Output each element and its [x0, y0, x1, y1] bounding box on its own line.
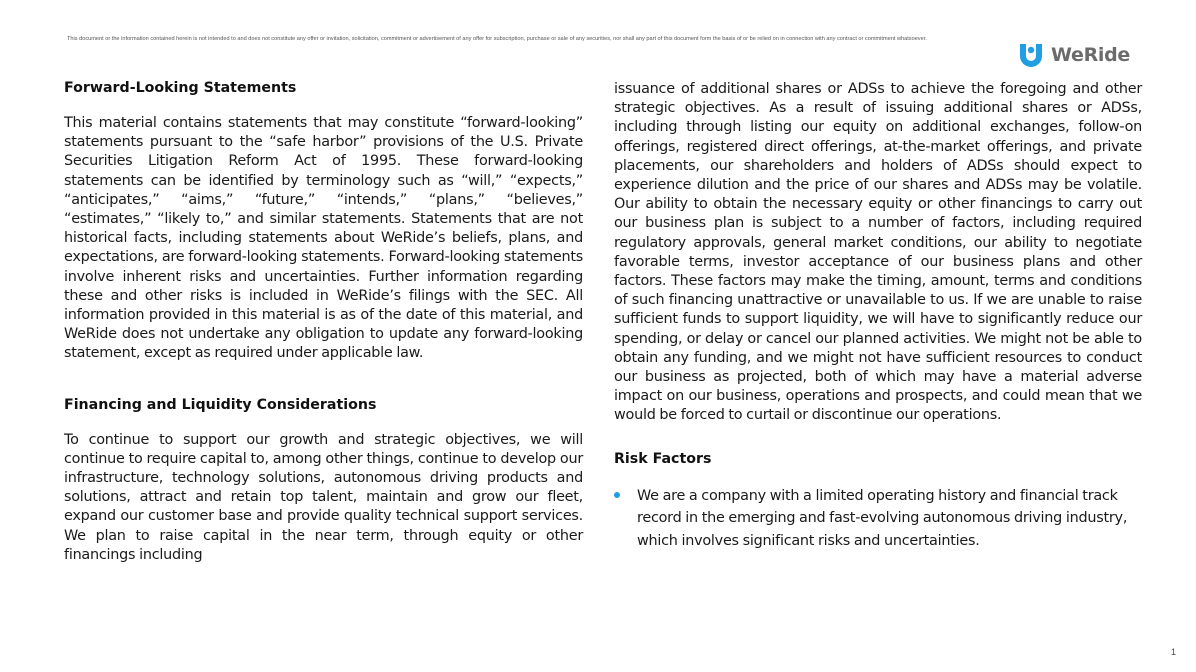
weride-logo	[1017, 41, 1130, 69]
weride-logo-icon	[1017, 41, 1045, 69]
risk-factors-heading: Risk Factors	[614, 450, 712, 467]
risk-bullet-text: We are a company with a limited operating history and financial track record in the emerging and fast-evolving autonomous driving industry, which involves significant risks and uncertainties.	[637, 487, 1128, 549]
financing-heading: Financing and Liquidity Considerations	[64, 396, 377, 413]
financing-body: To continue to support our growth and strategic objectives, we will continue to require capital to, among other things, continue to develop our infrastructure, technology solutions, autonomous driving products and solutions, attract and retain top talent, maintain and grow our fleet, expand our customer base and provide quality technical support services. We plan to raise capital in the near term, through equity or other financings including	[64, 431, 583, 563]
logo-text: WeRide	[1051, 44, 1130, 66]
left-column	[64, 78, 583, 565]
right-column	[614, 80, 1142, 552]
disclaimer-text: This document or the information contained herein is not intended to and does not constitute any offer or invitation, solicitation, commitment or advertisement of any offer for subscription, purchase or sale of any securities, nor shall any part of this document form the basis of or be relied on in connection with any contract or commitment whatsoever.	[67, 36, 927, 42]
forward-looking-body: This material contains statements that may constitute “forward-looking” statements pursuant to the “safe harbor” provisions of the U.S. Private Securities Litigation Reform Act of 1995. These forward-looking statements can be identified by terminology such as “will,” “expects,” “anticipates,” “aims,” “future,” “intends,” “plans,” “believes,” “estimates,” “likely to,” and similar statements. Statements that are not historical facts, including statements about WeRide’s beliefs, plans, and expectations, are forward-looking statements. Forward-looking statements involve inherent risks and uncertainties. Further information regarding these and other risks is included in WeRide’s filings with the SEC. All information provided in this material is as of the date of this material, and WeRide does not undertake any obligation to update any forward-looking statement, except as required under applicable law.	[64, 115, 583, 362]
risk-bullet-item	[614, 485, 1142, 553]
forward-looking-heading: Forward-Looking Statements	[64, 80, 297, 96]
financing-body-continued: issuance of additional shares or ADSs to achieve the foregoing and other strategic objectives. As a result of issuing additional shares or ADSs, including through listing our equity on additional exchanges, follow-on offerings, registered direct offerings, at-the-market offerings, and private placements, our shareholders and holders of ADSs should expect to experience dilution and the price of our shares and ADSs may be volatile. Our ability to obtain the necessary equity or other financings to carry out our business plan is subject to a number of factors, including required regulatory approvals, general market conditions, our ability to negotiate favorable terms, investor acceptance of our business plans and other factors. These factors may make the timing, amount, terms and conditions of such financing unattractive or unavailable to us. If we are unable to raise sufficient funds to support liquidity, we will have to significantly reduce our spending, or delay or cancel our planned activities. We might not be able to obtain any funding, and we might not have sufficient resources to conduct our business as projected, both of which may have a material adverse impact on our business, operations and prospects, and could mean that we would be forced to curtail or discontinue our operations.	[614, 81, 1142, 424]
page-number: 1	[1170, 647, 1176, 657]
bullet-dot-icon	[614, 492, 620, 498]
